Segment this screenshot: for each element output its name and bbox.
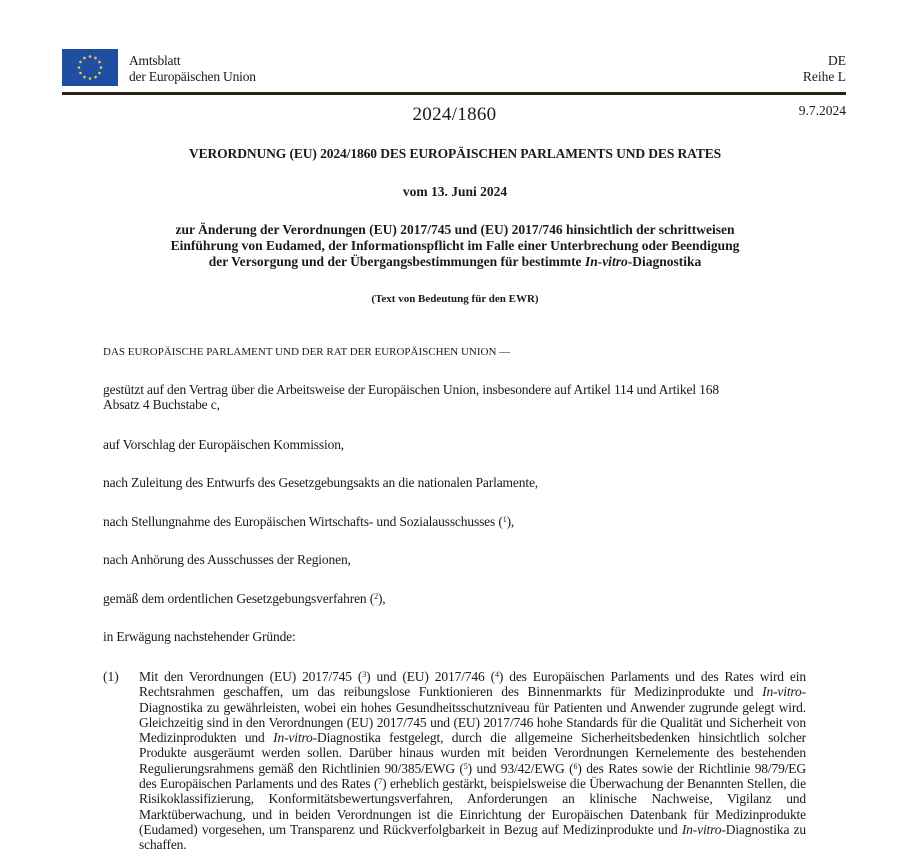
recital-segment: Mit den Verordnungen (EU) 2017/745 ( <box>139 669 363 684</box>
regulation-date: vom 13. Juni 2024 <box>402 184 508 199</box>
flag-star <box>83 76 86 79</box>
subject-line-3-text: der Versorgung und der Übergangsbestimmungen für bestimmte <box>208 254 585 269</box>
footnote-ref[interactable]: 7 <box>378 777 383 787</box>
journal-header <box>62 49 846 94</box>
recital-segment: ) und 93/42/EWG ( <box>467 760 574 776</box>
recital-italic: In-vitro <box>681 821 722 837</box>
recital-italic: In-vitro <box>762 684 802 700</box>
flag-star <box>79 61 82 64</box>
footnote-ref[interactable]: 2 <box>374 592 378 601</box>
journal-name-line2: der Europäischen Union <box>129 69 256 84</box>
flag-star <box>98 72 101 75</box>
subject-line-3-suffix: -Diagnostika <box>627 254 702 269</box>
subject-line-1: zur Änderung der Verordnungen (EU) 2017/745 und (EU) 2017/746 hinsichtlich der schrittweisen <box>175 222 735 237</box>
language-series <box>803 53 846 85</box>
citation-treaty-line2: Absatz 4 Buchstabe c, <box>103 397 220 412</box>
regulation-subject <box>90 222 820 270</box>
flag-star <box>100 66 103 69</box>
journal-name-line1: Amtsblatt <box>129 53 181 68</box>
citation-procedure-text: gemäß dem ordentlichen Gesetzgebungsverfahren <box>103 591 367 606</box>
recital-segment: ) und (EU) 2017/746 ( <box>366 669 495 684</box>
recital-italic: In-vitro <box>273 730 313 746</box>
recital-segment: -Diagnostika zu schaffen. <box>139 821 806 853</box>
citation-treaty <box>103 382 806 412</box>
preamble-intro: DAS EUROPÄISCHE PARLAMENT UND DER RAT DER EUROPÄISCHEN UNION — <box>103 346 511 358</box>
citation-regions: nach Anhörung des Ausschusses der Regionen, <box>103 552 351 567</box>
document-date: 9.7.2024 <box>798 103 846 118</box>
recital-segment: -Diagnostika festgelegt, durch die allgemeine Sicherheitsbedenken hinsichtlich solcher Produkte ausgeräumt werden sollen. Darüber hinaus wurden mit beiden Verordnungen Kernelemente des bestehenden Regulierungsrahmens gemäß den Richtlinien 90/385/EWG ( <box>139 730 807 776</box>
header-rule <box>62 92 846 95</box>
flag-star <box>98 61 101 64</box>
citation-parliaments: nach Zuleitung des Entwurfs des Gesetzgebungsakts an die nationalen Parlamente, <box>103 475 539 490</box>
footnote-ref[interactable]: 4 <box>494 670 499 679</box>
footnote-ref[interactable]: 6 <box>573 761 578 771</box>
subject-line-2: Einführung von Eudamed, der Informationspflicht im Falle einer Unterbrechung oder Beendigung <box>170 238 740 253</box>
recital-segment: ) erheblich gestärkt, beispielsweise die Überwachung der Benannten Stellen, die Risikoklassifizierung, Konformitätsbewertungsverfahren, Anforderungen an klinische Nachweise, Vigilanz und Marktüberwachung, und in beiden Verordnungen ist die Einrichtung der Europäischen Datenbank für Medizinprodukte (Eudamed) vorgesehen, um Transparenz und Rückverfolgbarkeit in Bezug auf Medizinprodukte und <box>139 776 806 837</box>
recital-segment: ) des Europäischen Parlaments und des Rates wird ein Rechtsrahmen geschaffen, um das reibungslose Funktionieren des Binnenmarkts für Medizinprodukte und <box>139 669 806 700</box>
flag-star <box>89 77 92 80</box>
citation-ecosoc-text: nach Stellungnahme des Europäischen Wirtschafts- und Sozialausschusses <box>103 514 496 529</box>
recitals-intro: in Erwägung nachstehender Gründe: <box>103 629 296 644</box>
citation-ecosoc: nach Stellungnahme des Europäischen Wirtschafts- und Sozialausschusses ($^1$), <box>103 514 515 529</box>
series-label: Reihe L <box>802 69 846 84</box>
footnote-ref[interactable]: 1 <box>502 515 507 524</box>
subject-line-3 <box>90 254 820 270</box>
footnote-ref[interactable]: 3 <box>362 670 367 679</box>
eea-relevance-note: (Text von Bedeutung für den EWR) <box>371 293 539 305</box>
citation-commission: auf Vorschlag der Europäischen Kommission, <box>103 437 345 452</box>
language-code: DE <box>828 53 846 68</box>
document-number: 2024/1860 <box>412 104 497 125</box>
flag-star <box>94 76 97 79</box>
recital-segment: -Diagnostika zu gewährleisten, wobei ein hohes Gesundheitsschutzniveau für Patienten und Anwender zugrunde gelegt wird. Gleichzeitig sind in den Verordnungen (EU) 2017/745 und (EU) 2017/746 hohe Standards für die Qualität und Sicherheit von Medizinprodukten und <box>139 684 806 746</box>
eu-flag-icon <box>62 49 118 86</box>
flag-star <box>83 57 86 60</box>
citation-treaty-line1: gestützt auf den Vertrag über die Arbeitsweise der Europäischen Union, insbesondere auf Artikel 114 und Artikel 168 <box>103 382 719 397</box>
flag-star <box>79 72 82 75</box>
flag-star <box>78 66 81 69</box>
recital-segment: ) des Rates sowie der Richtlinie 98/79/EG des Europäischen Parlaments und des Rates ( <box>139 760 807 792</box>
recital-number: (1) <box>103 669 119 684</box>
regulation-title: VERORDNUNG (EU) 2024/1860 DES EUROPÄISCHEN PARLAMENTS UND DES RATES <box>188 146 722 161</box>
flag-star <box>89 55 92 58</box>
flag-star <box>94 57 97 60</box>
subject-line-3-italic: In-vitro <box>584 254 628 269</box>
recital-text <box>139 669 806 853</box>
journal-name <box>129 53 256 85</box>
citation-procedure: gemäß dem ordentlichen Gesetzgebungsverfahren ($^2$), <box>103 591 386 606</box>
footnote-ref[interactable]: 5 <box>463 761 468 771</box>
